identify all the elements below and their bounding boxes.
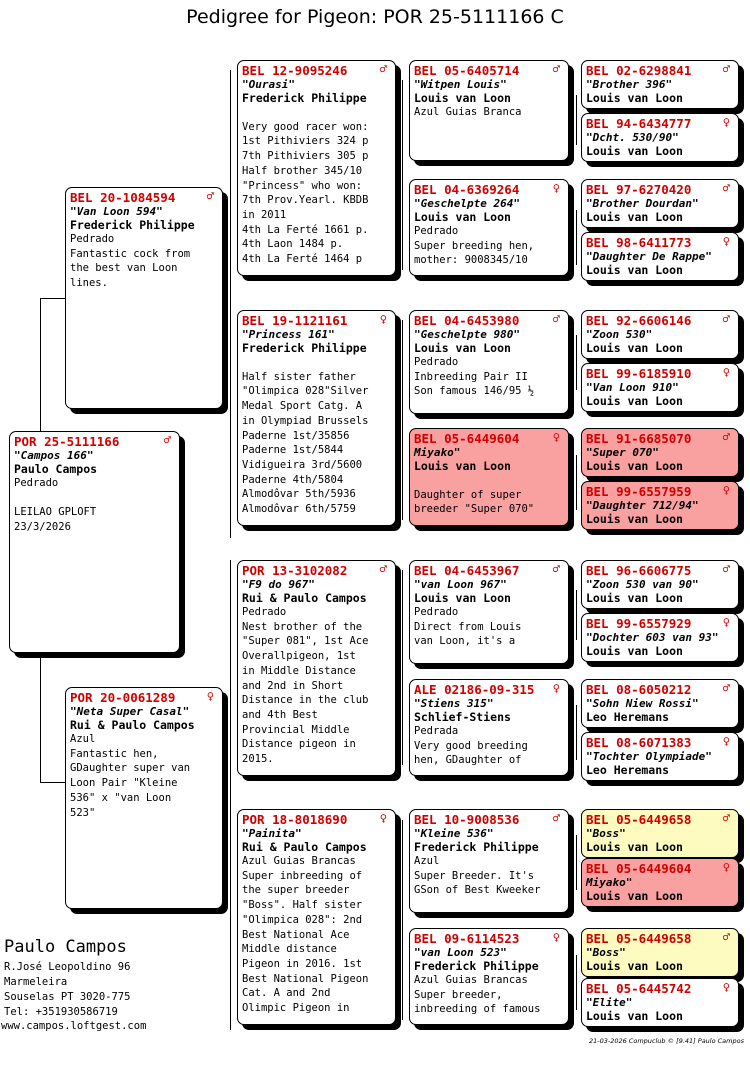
pigeon-card-gen4-highlighted[interactable] — [581, 428, 739, 477]
male-symbol-icon: ♂ — [722, 681, 730, 695]
pigeon-notes: Azul Guias Branca — [414, 106, 522, 118]
female-symbol-icon: ♀ — [722, 980, 730, 994]
ring-number: BEL 05-6445742 — [586, 981, 692, 996]
owner-name: Louis van Loon — [414, 459, 511, 473]
pigeon-card-gen4-highlighted[interactable] — [581, 858, 739, 907]
pigeon-card-gen4[interactable] — [581, 978, 739, 1027]
owner-name: Frederick Philippe — [242, 91, 367, 105]
pigeon-notes: Pedrado LEILAO GPLOFT 23/3/2026 — [14, 477, 97, 534]
pigeon-card-gen3[interactable] — [409, 560, 569, 664]
connector-line — [40, 298, 65, 299]
pigeon-name: "Super 070" — [586, 446, 659, 459]
connector-line — [576, 210, 577, 265]
ring-number: BEL 05-6405714 — [414, 63, 520, 78]
male-symbol-icon: ♂ — [163, 433, 171, 447]
pigeon-name: "Painita" — [242, 827, 302, 840]
female-symbol-icon: ♀ — [722, 615, 730, 629]
pigeon-card-gen4[interactable] — [581, 613, 739, 662]
pigeon-card-gen4[interactable] — [581, 732, 739, 781]
pigeon-card-sire-sire[interactable] — [237, 60, 396, 276]
connector-line — [230, 70, 231, 538]
male-symbol-icon: ♂ — [552, 811, 560, 825]
owner-name: Frederick Philippe — [70, 218, 195, 232]
pigeon-name: "Neta Super Casal" — [70, 705, 190, 718]
owner-name: Louis van Loon — [586, 889, 683, 903]
ring-number: BEL 04-6453980 — [414, 313, 520, 328]
male-symbol-icon: ♂ — [722, 562, 730, 576]
pigeon-card-gen3-highlighted[interactable] — [409, 428, 569, 526]
male-symbol-icon: ♂ — [722, 930, 730, 944]
pigeon-name: "Boss" — [586, 827, 626, 840]
pigeon-notes: Azul Guias Brancas Super breeder, inbreeding of famous — [414, 974, 541, 1016]
ring-number: BEL 08-6050212 — [586, 682, 692, 697]
ring-number: BEL 19-1121161 — [242, 313, 348, 328]
owner-name: Rui & Paulo Campos — [242, 840, 367, 854]
connector-line — [576, 590, 577, 640]
connector-line — [402, 820, 403, 1020]
male-symbol-icon: ♂ — [552, 562, 560, 576]
pigeon-name: "Princess 161" — [242, 328, 335, 341]
breeder-address-line: Souselas PT 3020-775 — [4, 991, 131, 1003]
female-symbol-icon: ♀ — [722, 234, 730, 248]
female-symbol-icon: ♀ — [722, 734, 730, 748]
breeder-website-link[interactable]: www.campos.loftgest.com — [1, 1020, 147, 1032]
owner-name: Frederick Philippe — [242, 341, 367, 355]
male-symbol-icon: ♂ — [379, 62, 387, 76]
pigeon-name: "F9 do 967" — [242, 578, 315, 591]
owner-name: Rui & Paulo Campos — [70, 718, 195, 732]
owner-name: Louis van Loon — [414, 591, 511, 605]
pigeon-notes: Daughter of super breeder "Super 070" — [414, 488, 535, 516]
pigeon-name: "Geschelpte 264" — [414, 197, 520, 210]
breeder-address-line: Marmeleira — [4, 976, 68, 988]
ring-number: POR 18-8018690 — [242, 812, 348, 827]
pigeon-name: "van Loon 523" — [414, 946, 507, 959]
pigeon-card-gen4[interactable] — [581, 310, 739, 359]
pigeon-card-sire[interactable] — [65, 187, 223, 409]
pigeon-name: "Brother 396" — [586, 78, 673, 91]
pigeon-name: "Geschelpte 980" — [414, 328, 520, 341]
ring-number: BEL 20-1084594 — [70, 190, 176, 205]
owner-name: Louis van Loon — [414, 341, 511, 355]
owner-name: Louis van Loon — [586, 144, 683, 158]
female-symbol-icon: ♀ — [552, 430, 560, 444]
pigeon-name: "Kleine 536" — [414, 827, 494, 840]
connector-line — [230, 560, 231, 1030]
owner-name: Frederick Philippe — [414, 959, 539, 973]
pigeon-name: "Campos 166" — [14, 449, 94, 462]
owner-name: Louis van Loon — [586, 512, 683, 526]
owner-name: Louis van Loon — [586, 394, 683, 408]
ring-number: BEL 99-6557929 — [586, 616, 692, 631]
pigeon-card-gen4-highlighted[interactable] — [581, 481, 739, 530]
pigeon-notes: Very good racer won: 1st Pithiviers 324 p 7th Pithiviers 305 p Half brother 345/10 "Princess" who won: 7th Prov.Yearl. KBDB in 2011 4th La Ferté 1661 p. 4th Laon 1484 p. 4th La Ferté 1464 p — [242, 120, 369, 266]
male-symbol-icon: ♂ — [206, 189, 214, 203]
male-symbol-icon: ♂ — [722, 811, 730, 825]
pigeon-name: "Zoon 530" — [586, 328, 653, 341]
ring-number: POR 13-3102082 — [242, 563, 348, 578]
pigeon-card-gen4-highlighted[interactable] — [581, 809, 739, 858]
pigeon-card-dam-sire[interactable] — [237, 560, 396, 776]
pigeon-name: "Sohn Niew Rossi" — [586, 697, 699, 710]
male-symbol-icon: ♂ — [722, 62, 730, 76]
ring-number: BEL 99-6185910 — [586, 366, 692, 381]
owner-name: Schlief-Stiens — [414, 710, 511, 724]
pigeon-name: "Stiens 315" — [414, 697, 494, 710]
pigeon-name: "Dcht. 530/90" — [586, 131, 679, 144]
connector-line — [576, 955, 577, 1010]
connector-line — [402, 320, 403, 520]
male-symbol-icon: ♂ — [722, 430, 730, 444]
ring-number: BEL 05-6449604 — [414, 431, 520, 446]
ring-number: BEL 94-6434777 — [586, 116, 692, 131]
owner-name: Rui & Paulo Campos — [242, 591, 367, 605]
pigeon-card-subject[interactable] — [9, 431, 180, 653]
owner-name: Louis van Loon — [586, 1009, 683, 1023]
pigeon-notes: Pedrado Inbreeding Pair II Son famous 146/95 ½ — [414, 356, 535, 398]
connector-line — [576, 705, 577, 760]
male-symbol-icon: ♂ — [722, 181, 730, 195]
breeder-address-line: R.José Leopoldino 96 — [4, 961, 131, 973]
owner-name: Louis van Loon — [586, 341, 683, 355]
female-symbol-icon: ♀ — [722, 365, 730, 379]
ring-number: BEL 91-6685070 — [586, 431, 692, 446]
pigeon-card-dam[interactable] — [65, 687, 223, 909]
pigeon-card-gen4[interactable] — [581, 679, 739, 728]
pigeon-name: "Ourasi" — [242, 78, 295, 91]
ring-number: BEL 98-6411773 — [586, 235, 692, 250]
ring-number: ALE 02186-09-315 — [414, 682, 535, 697]
pigeon-card-gen3[interactable] — [409, 310, 569, 414]
pigeon-name: "Boss" — [586, 946, 626, 959]
ring-number: POR 20-0061289 — [70, 690, 176, 705]
pigeon-card-gen3[interactable] — [409, 809, 569, 913]
ring-number: BEL 99-6557959 — [586, 484, 692, 499]
pigeon-card-gen3[interactable] — [409, 679, 569, 776]
ring-number: BEL 97-6270420 — [586, 182, 692, 197]
footer-credits: 21-03-2026 Compuclub © [9.41] Paulo Campos — [588, 1037, 744, 1045]
female-symbol-icon: ♀ — [552, 930, 560, 944]
female-symbol-icon: ♀ — [722, 115, 730, 129]
pigeon-notes: Azul Fantastic hen, GDaughter super van Loon Pair "Kleine 536" x "van Loon 523" — [70, 733, 191, 819]
pigeon-name: "Witpen Louis" — [414, 78, 507, 91]
female-symbol-icon: ♀ — [379, 312, 387, 326]
male-symbol-icon: ♂ — [552, 62, 560, 76]
ring-number: POR 25-5111166 — [14, 434, 120, 449]
pigeon-notes: Azul Guias Brancas Super inbreeding of the super breeder "Boss". Half sister "Olimpica 028": 2nd Best National Ace Middle distance Pigeon in 2016. 1st Best National Pigeon Cat. A and 2nd Olimpic Pigeon in — [242, 855, 369, 1015]
male-symbol-icon: ♂ — [552, 312, 560, 326]
pigeon-card-gen3[interactable] — [409, 60, 569, 161]
ring-number: BEL 12-9095246 — [242, 63, 348, 78]
ring-number: BEL 05-6449658 — [586, 812, 692, 827]
female-symbol-icon: ♀ — [722, 860, 730, 874]
owner-name: Louis van Loon — [414, 91, 511, 105]
owner-name: Louis van Loon — [414, 210, 511, 224]
ring-number: BEL 96-6606775 — [586, 563, 692, 578]
owner-name: Frederick Philippe — [414, 840, 539, 854]
pigeon-name: "Daughter De Rappe" — [586, 250, 712, 263]
owner-name: Louis van Loon — [586, 591, 683, 605]
pigeon-name: "Van Loon 910" — [586, 381, 679, 394]
ring-number: BEL 05-6449658 — [586, 931, 692, 946]
connector-line — [576, 335, 577, 390]
ring-number: BEL 09-6114523 — [414, 931, 520, 946]
owner-name: Louis van Loon — [586, 840, 683, 854]
female-symbol-icon: ♀ — [552, 681, 560, 695]
connector-line — [402, 570, 403, 765]
female-symbol-icon: ♀ — [206, 689, 214, 703]
female-symbol-icon: ♀ — [552, 181, 560, 195]
pigeon-notes: Half sister father "Olimpica 028"Silver Medal Sport Catg. A in Olympiad Brussels Paderne 1st/35856 Paderne 1st/5844 Vidigueira 3rd/5600 Paderne 4th/5804 Almodôvar 5th/5936 Almodôvar 6th/5759 — [242, 370, 369, 516]
owner-name: Louis van Loon — [586, 644, 683, 658]
pigeon-name: "Zoon 530 van 90" — [586, 578, 699, 591]
pigeon-notes: Pedrado Direct from Louis van Loon, it's a — [414, 606, 522, 648]
pigeon-card-gen3[interactable] — [409, 179, 569, 276]
connector-line — [576, 455, 577, 510]
pigeon-card-gen4[interactable] — [581, 113, 739, 162]
male-symbol-icon: ♂ — [379, 562, 387, 576]
ring-number: BEL 04-6453967 — [414, 563, 520, 578]
owner-name: Louis van Loon — [586, 459, 683, 473]
pigeon-card-gen4[interactable] — [581, 60, 739, 109]
connector-line — [402, 80, 403, 270]
pigeon-name: "Daughter 712/94" — [586, 499, 699, 512]
owner-name: Louis van Loon — [586, 91, 683, 105]
pigeon-notes: Pedrado Fantastic cock from the best van Loon lines. — [70, 233, 191, 290]
pigeon-notes: Pedrado Super breeding hen, mother: 9008345/10 — [414, 225, 535, 267]
owner-name: Louis van Loon — [586, 959, 683, 973]
connector-line — [40, 782, 65, 783]
pigeon-card-gen3[interactable] — [409, 928, 569, 1025]
owner-name: Louis van Loon — [586, 210, 683, 224]
ring-number: BEL 05-6449604 — [586, 861, 692, 876]
breeder-phone: Tel: +351930586719 — [4, 1006, 118, 1018]
ring-number: BEL 02-6298841 — [586, 63, 692, 78]
connector-line — [40, 653, 41, 783]
pigeon-name: "Van Loon 594" — [70, 205, 163, 218]
page-title: Pedigree for Pigeon: POR 25-5111166 C — [186, 6, 564, 28]
pigeon-card-dam-dam[interactable] — [237, 809, 396, 1025]
ring-number: BEL 10-9008536 — [414, 812, 520, 827]
pigeon-name: "Brother Dourdan" — [586, 197, 699, 210]
owner-name: Leo Heremans — [586, 710, 670, 724]
pigeon-name: "van Loon 967" — [414, 578, 507, 591]
connector-line — [576, 835, 577, 890]
pigeon-card-gen4[interactable] — [581, 179, 739, 228]
female-symbol-icon: ♀ — [379, 811, 387, 825]
pigeon-card-gen4[interactable] — [581, 363, 739, 412]
pigeon-card-gen4[interactable] — [581, 560, 739, 609]
pigeon-notes: Pedrado Nest brother of the "Super 081", 1st Ace Overallpigeon, 1st in Middle Distance and 2nd in Short Distance in the club and 4th Best Provincial Middle Distance pigeon in 2015. — [242, 606, 369, 766]
female-symbol-icon: ♀ — [722, 483, 730, 497]
male-symbol-icon: ♂ — [722, 312, 730, 326]
ring-number: BEL 08-6071383 — [586, 735, 692, 750]
pigeon-card-gen4[interactable] — [581, 232, 739, 281]
owner-name: Louis van Loon — [586, 263, 683, 277]
connector-line — [576, 95, 577, 145]
pigeon-notes: Azul Super Breeder. It's GSon of Best Kweeker — [414, 855, 541, 897]
pigeon-notes: Pedrada Very good breeding hen, GDaughter of — [414, 725, 528, 767]
pigeon-card-gen4-highlighted[interactable] — [581, 928, 739, 977]
connector-line — [40, 298, 41, 431]
pigeon-name: "Elite" — [586, 996, 633, 1009]
pigeon-name: Miyako" — [586, 876, 633, 889]
ring-number: BEL 04-6369264 — [414, 182, 520, 197]
pigeon-card-sire-dam[interactable] — [237, 310, 396, 526]
ring-number: BEL 92-6606146 — [586, 313, 692, 328]
pigeon-name: "Tochter Olympiade" — [586, 750, 712, 763]
owner-name: Paulo Campos — [14, 462, 98, 476]
pigeon-name: "Dochter 603 van 93" — [586, 631, 719, 644]
owner-name: Leo Heremans — [586, 763, 670, 777]
pigeon-name: Miyako" — [414, 446, 461, 459]
breeder-name: Paulo Campos — [4, 937, 127, 957]
